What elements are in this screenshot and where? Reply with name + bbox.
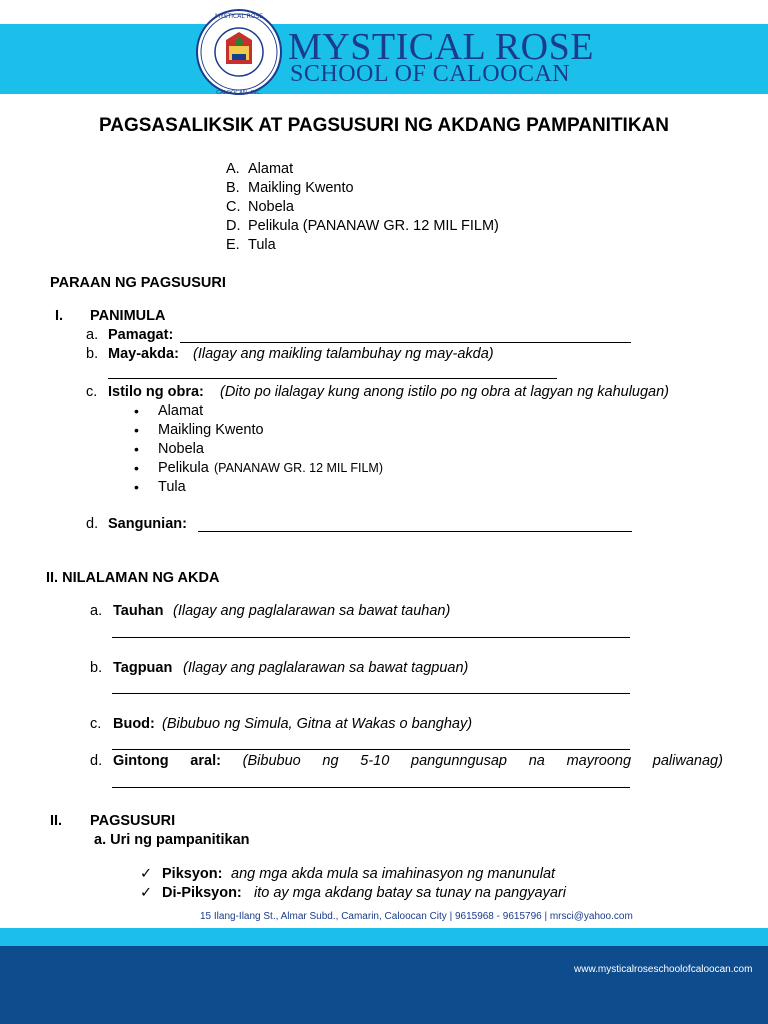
genre-item-a: Alamat (248, 161, 294, 177)
footer-navy-band (0, 946, 768, 1024)
di-piksyon-label: Di-Piksyon: (162, 885, 242, 901)
bullet-item-nobela: Nobela (158, 441, 204, 457)
genre-item-b: Maikling Kwento (248, 180, 354, 196)
school-seal-logo (196, 2, 282, 102)
gintong-aral-note-word: ng (322, 753, 339, 769)
section-2-heading: II. NILALAMAN NG AKDA (46, 570, 220, 586)
bullet-icon: • (134, 403, 139, 419)
bullet-item-tula: Tula (158, 479, 186, 495)
genre-item-d: Pelikula (PANANAW GR. 12 MIL FILM) (248, 218, 499, 234)
section-3-numeral: II. (50, 813, 63, 829)
section-1-heading: PANIMULA (90, 308, 166, 324)
check-icon: ✓ (140, 866, 153, 882)
genre-marker-a: A. (226, 161, 240, 177)
buod-label: Buod: (113, 716, 155, 732)
item-c-marker: c. (86, 384, 98, 400)
piksyon-label: Piksyon: (162, 866, 223, 882)
tauhan-note: (Ilagay ang paglalarawan sa bawat tauhan) (173, 603, 451, 619)
gintong-aral-note-word: mayroong (566, 753, 632, 769)
section-1-numeral: I. (55, 308, 64, 324)
genre-marker-b: B. (226, 180, 240, 196)
tauhan-marker: a. (90, 603, 103, 619)
svg-text:CALOOCAN, INC.: CALOOCAN, INC. (216, 90, 262, 96)
gintong-aral-note-word: (Bibubuo (242, 753, 301, 769)
bullet-icon: • (134, 441, 139, 457)
item-a-marker: a. (86, 327, 99, 343)
gintong-aral-line[interactable] (112, 787, 630, 788)
school-name-line-2: SCHOOL OF CALOOCAN (290, 61, 571, 87)
gintong-aral-note-word: 5-10 (360, 753, 390, 769)
buod-note: (Bibubuo ng Simula, Gitna at Wakas o banghay) (162, 716, 473, 732)
tauhan-line[interactable] (112, 637, 630, 638)
tagpuan-label: Tagpuan (113, 660, 173, 676)
paraan-heading: PARAAN NG PAGSUSURI (50, 275, 226, 291)
bullet-pelikula-note: (PANANAW GR. 12 MIL FILM) (214, 461, 384, 475)
bullet-item-pelikula: Pelikula (158, 460, 209, 476)
may-akda-line[interactable] (108, 378, 557, 379)
istilo-label: Istilo ng obra: (108, 384, 204, 400)
bullet-icon: • (134, 479, 139, 495)
buod-line[interactable] (112, 749, 630, 750)
tauhan-label: Tauhan (113, 603, 164, 619)
sangunian-line[interactable] (198, 531, 632, 532)
svg-text:MYSTICAL ROSE: MYSTICAL ROSE (214, 13, 264, 20)
genre-marker-c: C. (226, 199, 241, 215)
footer-website-link[interactable]: www.mysticalroseschoolofcaloocan.com (574, 964, 753, 975)
gintong-aral-marker: d. (90, 753, 103, 769)
gintong-aral-row (113, 754, 723, 769)
pamagat-line[interactable] (180, 342, 631, 343)
uri-ng-pampanitikan: a. Uri ng pampanitikan (94, 832, 250, 848)
istilo-note: (Dito po ilalagay kung anong istilo po ng obra at lagyan ng kahulugan) (220, 384, 670, 400)
check-icon: ✓ (140, 885, 153, 901)
bullet-item-alamat: Alamat (158, 403, 204, 419)
may-akda-label: May-akda: (108, 346, 179, 362)
bullet-icon: • (134, 460, 139, 476)
item-b-marker: b. (86, 346, 99, 362)
sangunian-label: Sangunian: (108, 516, 187, 532)
buod-marker: c. (90, 716, 102, 732)
gintong-aral-label-1: Gintong (113, 753, 169, 769)
genre-item-e: Tula (248, 237, 276, 253)
footer-contact: 15 Ilang-Ilang St., Almar Subd., Camarin, Caloocan City | 9615968 - 9615796 | mrsci@yahoo.com (200, 911, 633, 922)
bullet-icon: • (134, 422, 139, 438)
gintong-aral-note-word: na (528, 753, 545, 769)
genre-marker-d: D. (226, 218, 241, 234)
gintong-aral-note-word: pangunngusap (411, 753, 507, 769)
item-d-marker: d. (86, 516, 99, 532)
piksyon-text: ang mga akda mula sa imahinasyon ng manunulat (231, 866, 556, 882)
genre-marker-e: E. (226, 237, 240, 253)
may-akda-note: (Ilagay ang maikling talambuhay ng may-akda) (193, 346, 494, 362)
tagpuan-marker: b. (90, 660, 103, 676)
di-piksyon-text: ito ay mga akdang batay sa tunay na pangyayari (254, 885, 566, 901)
gintong-aral-label-2: aral: (190, 753, 221, 769)
section-3-heading: PAGSUSURI (90, 813, 176, 829)
tagpuan-line[interactable] (112, 693, 630, 694)
pamagat-label: Pamagat: (108, 327, 174, 343)
gintong-aral-note-word: paliwanag) (652, 753, 723, 769)
footer-cyan-band (0, 928, 768, 946)
bullet-item-maikling-kwento: Maikling Kwento (158, 422, 264, 438)
tagpuan-note: (Ilagay ang paglalarawan sa bawat tagpuan) (183, 660, 469, 676)
school-name-line-1: MYSTICAL ROSE (288, 26, 594, 68)
genre-item-c: Nobela (248, 199, 294, 215)
page-title: PAGSASALIKSIK AT PAGSUSURI NG AKDANG PAMPANITIKAN (98, 115, 669, 136)
